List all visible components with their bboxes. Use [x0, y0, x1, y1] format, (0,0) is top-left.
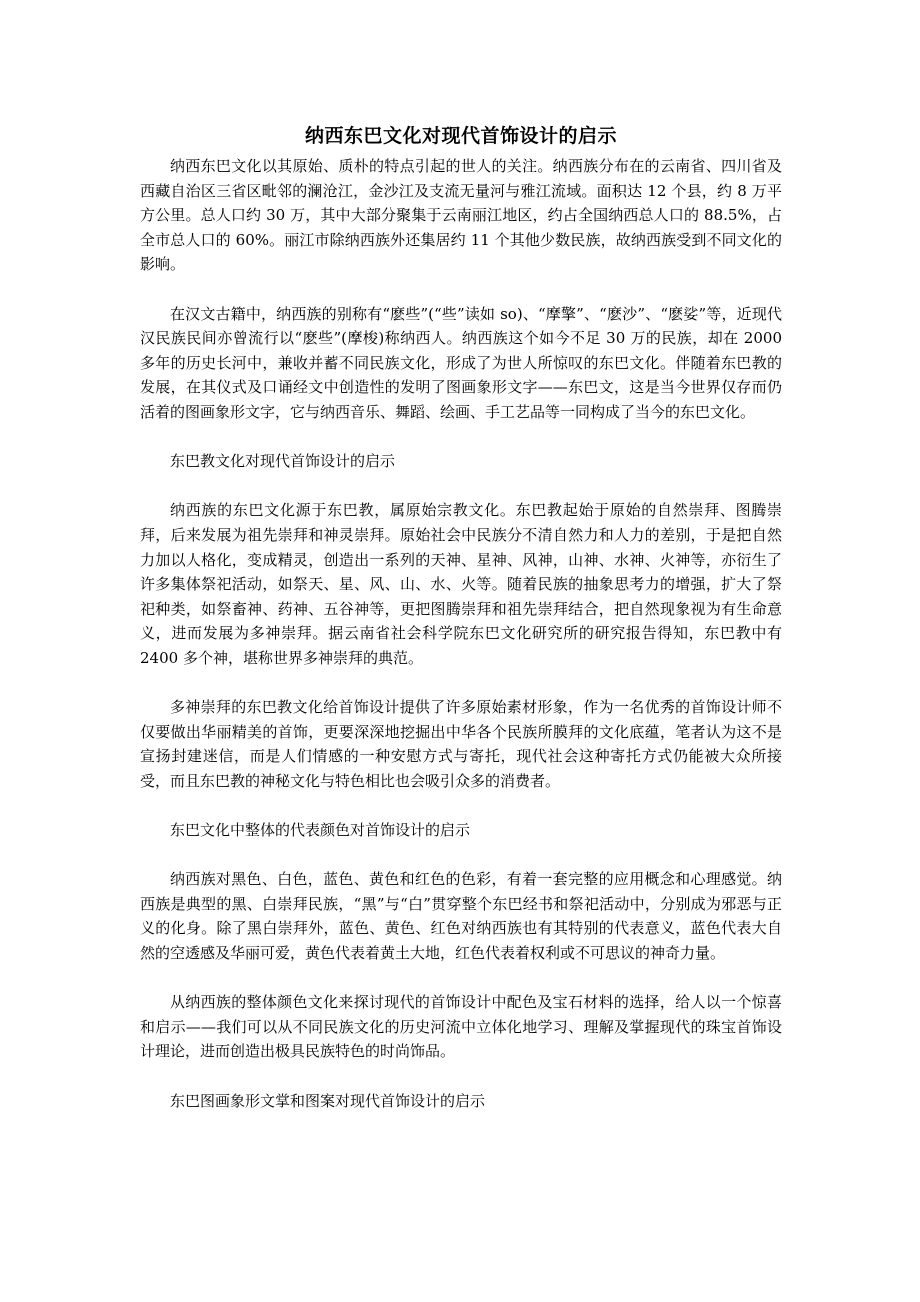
section-heading-pictographs: 东巴图画象形文掌和图案对现代首饰设计的启示	[170, 1091, 486, 1110]
paragraph-intro: 纳西东巴文化以其原始、质朴的特点引起的世人的关注。纳西族分布在的云南省、四川省及西藏自治区三省区毗邻的澜沧江，金沙江及支流无量河与雅江流域。面积达 12 个县，约 8 万平方公里。总人口约 30 万，其中大部分聚集于云南丽江地区，约占全国纳西总人口的 88.5%，占全市总人口的 60%。丽江市除纳西族外还集居约 11 个其他少数民族，故纳西族受到不同文化的影响。	[140, 157, 782, 274]
spacer	[140, 1064, 782, 1089]
section-heading-religion: 东巴教文化对现代首饰设计的启示	[170, 452, 396, 471]
paragraph-religion: 纳西族的东巴文化源于东巴教，属原始宗教文化。东巴教起始于原始的自然崇拜、图腾崇拜，后来发展为祖先崇拜和神灵崇拜。原始社会中民族分不清自然力和人力的差别，于是把自然力加以人格化，变成精灵，创造出一系列的天神、星神、风神，山神、水神、火神等，亦衍生了许多集体祭祀活动，如祭天、星、风、山、水、火等。随着民族的抽象思考力的增强，扩大了祭祀种类，如祭畜神、药神、五谷神等，更把图腾崇拜和祖先崇拜结合，把自然现象视为有生命意义，进而发展为多神崇拜。据云南省社会科学院东巴文化研究所的研究报告得知，东巴教中有 2400 多个神，堪称世界多神崇拜的典范。	[140, 501, 782, 667]
paragraph-design-religion: 多神崇拜的东巴教文化给首饰设计提供了许多原始素材形象，作为一名优秀的首饰设计师不仅要做出华丽精美的首饰，更要深深地挖掘出中华各个民族所膜拜的文化底蕴，笔者认为这不是宣扬封建迷信，而是人们情感的一种安慰方式与寄托，现代社会这种寄托方式仍能被大众所接受，而且东巴教的神秘文化与特色相比也会吸引众多的消费者。	[140, 698, 782, 790]
spacer	[140, 966, 782, 991]
spacer	[140, 843, 782, 868]
spacer	[140, 670, 782, 695]
paragraph-names: 在汉文古籍中，纳西族的别称有“麽些”(“些”读如 so)、“摩擎”、“麽沙”、“麽娑”等，近现代汉民族民间亦曾流行以“麽些”(摩梭)称纳西人。纳西族这个如今不足 30 万的民族，却在 2000 多年的历史长河中，兼收并蓄不同民族文化，形成了为世人所惊叹的东巴文化。伴随着东巴教的发展，在其仪式及口诵经文中创造性的发明了图画象形文字——东巴文，这是当今世界仅存而仍活着的图画象形文字，它与纳西音乐、舞蹈、绘画、手工艺品等一同构成了当今的东巴文化。	[140, 304, 782, 421]
document-title: 纳西东巴文化对现代首饰设计的启示	[304, 125, 617, 147]
document-page	[140, 118, 782, 1113]
section-heading-colors: 东巴文化中整体的代表颜色对首饰设计的启示	[170, 821, 471, 840]
spacer	[140, 277, 782, 302]
spacer	[140, 425, 782, 450]
spacer	[140, 793, 782, 818]
spacer	[140, 474, 782, 499]
paragraph-colors: 纳西族对黑色、白色，蓝色、黄色和红色的色彩，有着一套完整的应用概念和心理感觉。纳西族是典型的黑、白崇拜民族，“黑”与“白”贯穿整个东巴经书和祭祀活动中，分别成为邪恶与正义的化身。除了黑白崇拜外，蓝色、黄色、红色对纳西族也有其特别的代表意义，蓝色代表大自然的空透感及华丽可爱，黄色代表着黄土大地，红色代表着权利或不可思议的神奇力量。	[140, 870, 782, 962]
paragraph-design-colors: 从纳西族的整体颜色文化来探讨现代的首饰设计中配色及宝石材料的选择，给人以一个惊喜和启示——我们可以从不同民族文化的历史河流中立体化地学习、理解及掌握现代的珠宝首饰设计理论，进而创造出极具民族特色的时尚饰品。	[140, 993, 782, 1061]
